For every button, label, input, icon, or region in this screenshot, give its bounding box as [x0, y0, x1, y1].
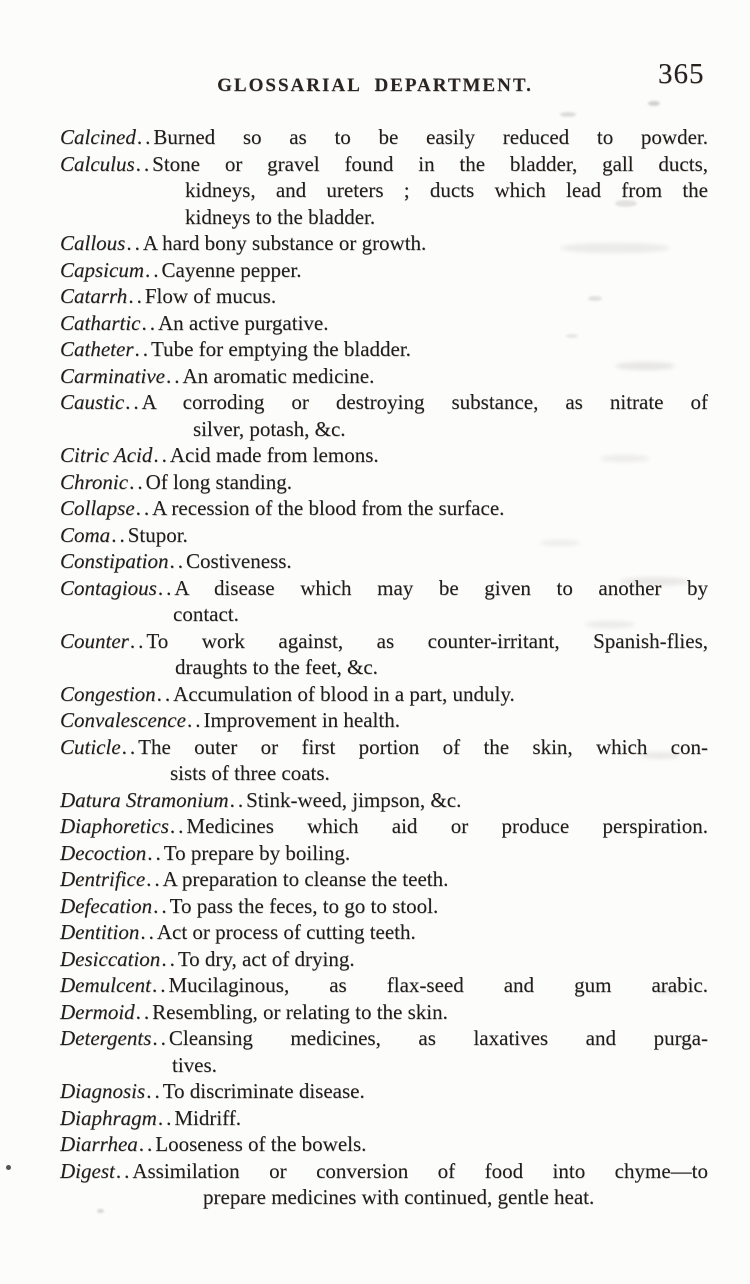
entry-term: Datura Stramonium: [60, 787, 229, 812]
entry-definition: Accumulation of blood in a part, unduly.: [173, 681, 515, 706]
entry-definition: To prepare by boiling.: [163, 840, 351, 865]
glossary-entry-line: [60, 495, 708, 522]
entry-term: Dentition: [60, 920, 140, 944]
entry-separator: ..: [169, 814, 187, 838]
entry-term: Counter: [60, 628, 129, 653]
entry-term: Diaphragm: [60, 1105, 157, 1130]
entry-term: Catheter: [60, 337, 134, 361]
entry-term: Diaphoretics: [60, 814, 169, 838]
entry-definition: Stupor.: [127, 522, 188, 547]
glossary-continuation-line: [60, 654, 708, 681]
entry-separator: ..: [229, 787, 247, 812]
entry-term: Desiccation: [60, 946, 161, 971]
entry-separator: ..: [138, 1132, 156, 1156]
glossary-entry-line: [60, 1025, 708, 1052]
entry-definition: To dry, act of drying.: [177, 946, 355, 971]
entry-term: Demulcent: [60, 973, 151, 997]
glossary-entry-line: [60, 283, 708, 310]
glossary-entry-line: [60, 1131, 708, 1158]
glossary-continuation-line: [60, 1184, 708, 1211]
entry-term: Dermoid: [60, 999, 135, 1024]
entry-definition-continued: kidneys to the bladder.: [185, 204, 376, 229]
entry-term: Cathartic: [60, 310, 141, 335]
glossary-entry-line: [60, 124, 708, 151]
entry-definition: A recession of the blood from the surface.: [152, 496, 505, 520]
entry-term: Capsicum: [60, 257, 144, 282]
ink-speck: [560, 112, 576, 117]
entry-term: Congestion: [60, 681, 156, 706]
entry-separator: ..: [140, 920, 157, 944]
entry-separator: ..: [115, 1158, 133, 1183]
entry-separator: ..: [186, 708, 204, 732]
entry-term: Calculus: [60, 151, 135, 176]
glossary-entry-line: [60, 787, 708, 814]
entry-definition-continued: contact.: [173, 602, 239, 626]
entry-term: Caustic: [60, 390, 125, 414]
entry-separator: ..: [153, 893, 170, 918]
entry-term: Digest: [60, 1158, 115, 1183]
entry-separator: ..: [156, 681, 174, 706]
glossary-entry-line: [60, 257, 708, 284]
entry-term: Convalescence: [60, 708, 186, 732]
entry-definition: Stink-weed, jimpson, &c.: [246, 787, 462, 812]
entry-definition-continued: tives.: [172, 1052, 217, 1077]
entry-separator: ..: [151, 973, 169, 997]
entry-definition: Tube for emptying the bladder.: [151, 337, 411, 361]
entry-separator: ..: [129, 628, 147, 653]
entry-definition: Assimilation or conversion of food into chyme—to: [132, 1158, 708, 1183]
entry-term: Dentrifice: [60, 867, 146, 891]
entry-separator: ..: [157, 575, 175, 600]
entry-definition: An active purgative.: [158, 310, 329, 335]
glossary-entry-line: [60, 389, 708, 416]
entry-definition-continued: kidneys, and ureters ; ducts which lead from the: [185, 178, 708, 202]
entry-separator: ..: [169, 549, 187, 573]
entry-definition-continued: prepare medicines with continued, gentle heat.: [203, 1185, 595, 1209]
entry-definition: An aromatic medicine.: [182, 363, 375, 388]
entry-separator: ..: [153, 443, 170, 467]
glossary-entry-line: [60, 442, 708, 469]
entry-separator: ..: [166, 363, 183, 388]
entry-separator: ..: [134, 337, 151, 361]
glossary-entry-line: [60, 1078, 708, 1105]
glossary-entry-line: [60, 151, 708, 178]
entry-separator: ..: [135, 999, 153, 1024]
entry-definition: To discriminate disease.: [162, 1079, 365, 1103]
entry-definition: A corroding or destroying substance, as nitrate of: [141, 390, 708, 414]
glossary-entry-line: [60, 972, 708, 999]
entry-term: Collapse: [60, 496, 135, 520]
entry-term: Callous: [60, 231, 126, 255]
entry-separator: ..: [111, 522, 128, 547]
entry-separator: ..: [152, 1026, 169, 1050]
entry-definition: To pass the feces, to go to stool.: [169, 893, 439, 918]
entry-term: Diarrhea: [60, 1132, 138, 1156]
entry-term: Defecation: [60, 893, 153, 918]
entry-separator: ..: [135, 151, 153, 176]
entry-separator: ..: [145, 257, 162, 282]
glossary-entry-line: [60, 522, 708, 549]
entry-term: Diagnosis: [60, 1079, 146, 1103]
entry-separator: ..: [128, 284, 145, 308]
entry-definition: A hard bony substance or growth.: [142, 231, 427, 255]
entry-definition: To work against, as counter-irritant, Spanish-flies,: [146, 628, 708, 653]
entry-definition: Stone or gravel found in the bladder, gall ducts,: [152, 151, 708, 176]
glossary-entry-line: [60, 363, 708, 390]
entry-separator: ..: [126, 231, 143, 255]
glossary-entry-line: [60, 893, 708, 920]
entry-term: Decoction: [60, 840, 147, 865]
entry-separator: ..: [141, 310, 159, 335]
entry-separator: ..: [146, 1079, 163, 1103]
entry-term: Detergents: [60, 1026, 152, 1050]
glossary-entry-line: [60, 734, 708, 761]
entry-definition: Burned so as to be easily reduced to powder.: [153, 125, 708, 149]
glossary-entry-line: [60, 707, 708, 734]
entry-separator: ..: [146, 867, 163, 891]
entry-definition: Cayenne pepper.: [161, 257, 302, 282]
entry-term: Cuticle: [60, 734, 121, 759]
entry-separator: ..: [135, 496, 153, 520]
glossary-entry-line: [60, 336, 708, 363]
entry-definition: Medicines which aid or produce perspiration.: [186, 814, 708, 838]
glossary-entry-line: [60, 946, 708, 973]
glossary-entry-line: [60, 310, 708, 337]
glossary-continuation-line: [60, 416, 708, 443]
entry-definition: Act or process of cutting teeth.: [156, 920, 416, 944]
entry-definition: Resembling, or relating to the skin.: [152, 999, 448, 1024]
page-number: 365: [658, 58, 705, 90]
entry-definition: Acid made from lemons.: [169, 443, 379, 467]
glossary-entry-line: [60, 628, 708, 655]
glossary-entry-line: [60, 866, 708, 893]
entry-definition: A preparation to cleanse the teeth.: [162, 867, 449, 891]
entry-term: Calcined: [60, 125, 136, 149]
entry-term: Catarrh: [60, 284, 128, 308]
glossary-continuation-line: [60, 760, 708, 787]
entry-definition: Mucilaginous, as flax-seed and gum arabic.: [168, 973, 708, 997]
glossary-entry-line: [60, 1105, 708, 1132]
entry-separator: ..: [161, 946, 178, 971]
entry-definition: A disease which may be given to another by: [174, 575, 708, 600]
entry-separator: ..: [129, 469, 146, 494]
page-header-title: GLOSSARIAL DEPARTMENT.: [217, 75, 533, 96]
entry-definition-continued: sists of three coats.: [170, 761, 330, 785]
glossary-entry-line: [60, 919, 708, 946]
glossary-entry-line: [60, 469, 708, 496]
entry-separator: ..: [157, 1105, 175, 1130]
entry-term: Coma: [60, 522, 111, 547]
glossary-continuation-line: [60, 177, 708, 204]
entry-term: Constipation: [60, 549, 169, 573]
glossary-entry-line: [60, 840, 708, 867]
glossary-continuation-line: [60, 1052, 708, 1079]
entry-definition: Costiveness.: [186, 549, 292, 573]
entry-definition: Improvement in health.: [203, 708, 400, 732]
glossary-continuation-line: [60, 601, 708, 628]
entry-definition: The outer or first portion of the skin, which con-: [138, 734, 708, 759]
ink-speck: [648, 101, 660, 106]
glossary-entry-line: [60, 681, 708, 708]
entry-term: Chronic: [60, 469, 129, 494]
entry-definition: Flow of mucus.: [144, 284, 277, 308]
entry-definition: Midriff.: [174, 1105, 242, 1130]
entry-definition-continued: draughts to the feet, &c.: [175, 655, 378, 679]
entry-separator: ..: [147, 840, 164, 865]
glossary-entry-line: [60, 999, 708, 1026]
entry-separator: ..: [136, 125, 154, 149]
glossary-list: [60, 124, 708, 1211]
entry-separator: ..: [125, 390, 142, 414]
glossary-entry-line: [60, 813, 708, 840]
entry-definition-continued: silver, potash, &c.: [193, 416, 346, 441]
glossary-entry-line: [60, 1158, 708, 1185]
ink-speck: [6, 1165, 11, 1170]
entry-definition: Cleansing medicines, as laxatives and purga-: [168, 1026, 708, 1050]
entry-separator: ..: [121, 734, 139, 759]
entry-term: Contagious: [60, 575, 157, 600]
entry-term: Citric Acid: [60, 443, 153, 467]
glossary-entry-line: [60, 548, 708, 575]
entry-definition: Looseness of the bowels.: [155, 1132, 367, 1156]
entry-definition: Of long standing.: [145, 469, 292, 494]
glossary-entry-line: [60, 230, 708, 257]
glossary-entry-line: [60, 575, 708, 602]
entry-term: Carminative: [60, 363, 165, 388]
glossary-continuation-line: [60, 204, 708, 231]
